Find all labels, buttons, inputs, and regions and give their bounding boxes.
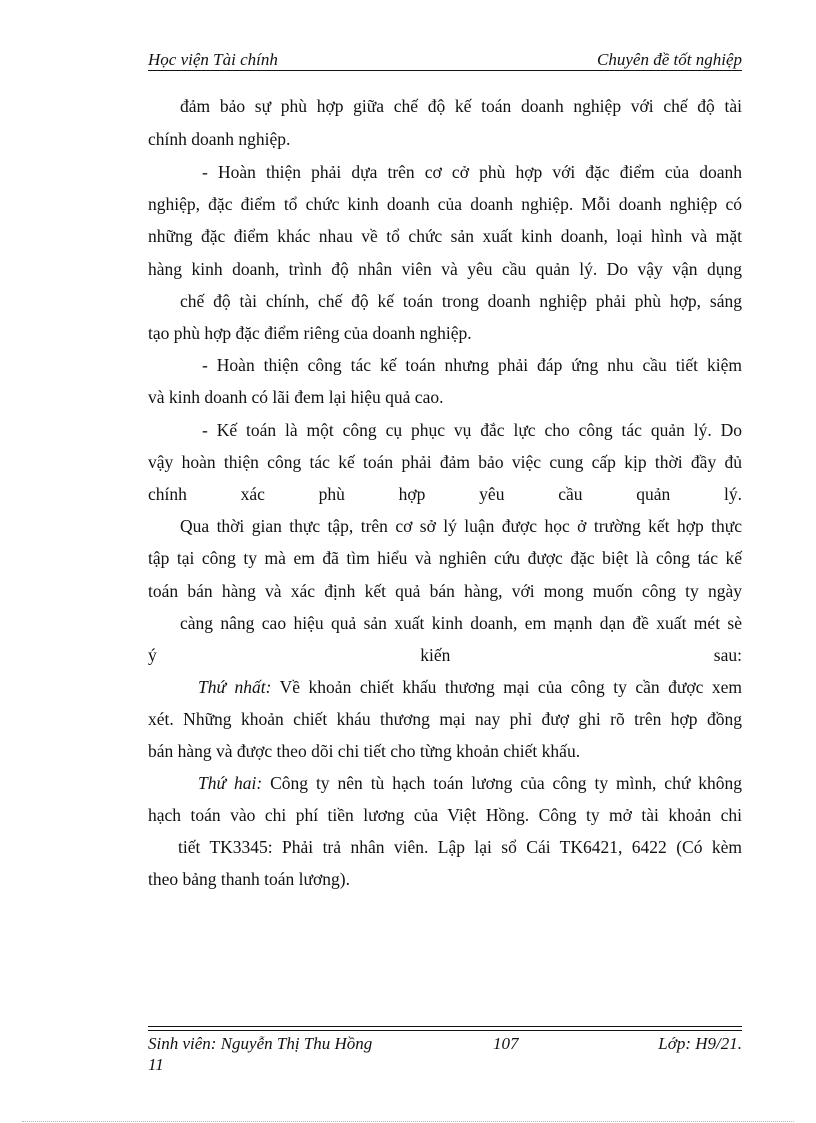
text-line (198, 771, 742, 795)
text-line: chế độ tài chính, chế độ kế toán trong doanh nghiệp phải phù hợp, sáng (180, 291, 742, 311)
text-line: đảm bảo sự phù hợp giữa chế độ kế toán doanh nghiệp với chế độ tài (180, 96, 742, 116)
footer-divider (148, 1030, 742, 1031)
text-line: toán bán hàng và xác định kết quả bán hàng, với mong muốn công ty ngày (148, 581, 742, 601)
header-institution: Học viện Tài chính (148, 50, 278, 69)
text-line: hàng kinh doanh, trình độ nhân viên và yêu cầu quản lý. Do vậy vận dụng (148, 259, 742, 279)
paragraph-label: Thứ hai: (198, 773, 263, 793)
footer-divider (148, 1026, 742, 1027)
page-number: 107 (493, 1034, 519, 1053)
text-line: - Hoàn thiện công tác kế toán nhưng phải đáp ứng nhu cầu tiết kiệm (202, 355, 742, 375)
text-line: - Hoàn thiện phải dựa trên cơ cở phù hợp với đặc điểm của doanh (202, 162, 742, 182)
text-line: những đặc điểm khác nhau về tổ chức sản xuất kinh doanh, loại hình và mặt (148, 226, 742, 246)
footer-class-continuation: 11 (148, 1055, 164, 1074)
text-line: ý kiến sau: (148, 645, 742, 665)
text-line: - Kế toán là một công cụ phục vụ đắc lực cho công tác quản lý. Do (202, 420, 742, 440)
text-line: hạch toán vào chi phí tiền lương của Việt Hồng. Công ty mở tài khoản chi (148, 805, 742, 825)
page-bottom-border (22, 1121, 794, 1122)
header-document-type: Chuyên đề tốt nghiệp (597, 50, 742, 69)
footer-class: Lớp: H9/21. (658, 1034, 742, 1053)
text-line: xét. Những khoản chiết kháu thương mại nay phỉ đượ ghi rõ trên hợp đồng (148, 709, 742, 729)
text-line: chính xác phù hợp yêu cầu quản lý. (148, 484, 742, 504)
paragraph-text: Công ty nên tù hạch toán lương của công ty mình, chứ không (262, 773, 742, 793)
page-footer (148, 1033, 742, 1083)
text-line: tập tại công ty mà em đã tìm hiểu và nghiên cứu được đặc biệt là công tác kế (148, 548, 742, 568)
footer-student: Sinh viên: Nguyễn Thị Thu Hồng (148, 1034, 373, 1053)
page-header (148, 48, 742, 72)
text-line: Qua thời gian thực tập, trên cơ sở lý luận được học ở trường kết hợp thực (180, 516, 742, 536)
text-line: càng nâng cao hiệu quả sản xuất kinh doanh, em mạnh dạn đề xuất mét sè (180, 613, 742, 633)
text-line: chính doanh nghiệp. (148, 129, 291, 149)
text-line (198, 675, 742, 699)
text-line: nghiệp, đặc điểm tổ chức kinh doanh của doanh nghiệp. Mỗi doanh nghiệp có (148, 194, 742, 214)
text-line: tiết TK3345: Phải trả nhân viên. Lập lại sổ Cái TK6421, 6422 (Có kèm (178, 837, 742, 857)
text-line: vậy hoàn thiện công tác kế toán phải đảm bảo việc cung cấp kịp thời đầy đủ (148, 452, 742, 472)
text-line: và kinh doanh có lãi đem lại hiệu quả cao. (148, 387, 444, 407)
text-line: theo bảng thanh toán lương). (148, 869, 350, 889)
text-line: bán hàng và được theo dõi chi tiết cho từng khoản chiết khấu. (148, 741, 581, 761)
paragraph-text: Về khoản chiết khấu thương mại của công ty cần được xem (271, 677, 742, 697)
paragraph-label: Thứ nhất: (198, 677, 272, 697)
header-divider (148, 70, 742, 71)
text-line: tạo phù hợp đặc điểm riêng của doanh nghiệp. (148, 323, 472, 343)
